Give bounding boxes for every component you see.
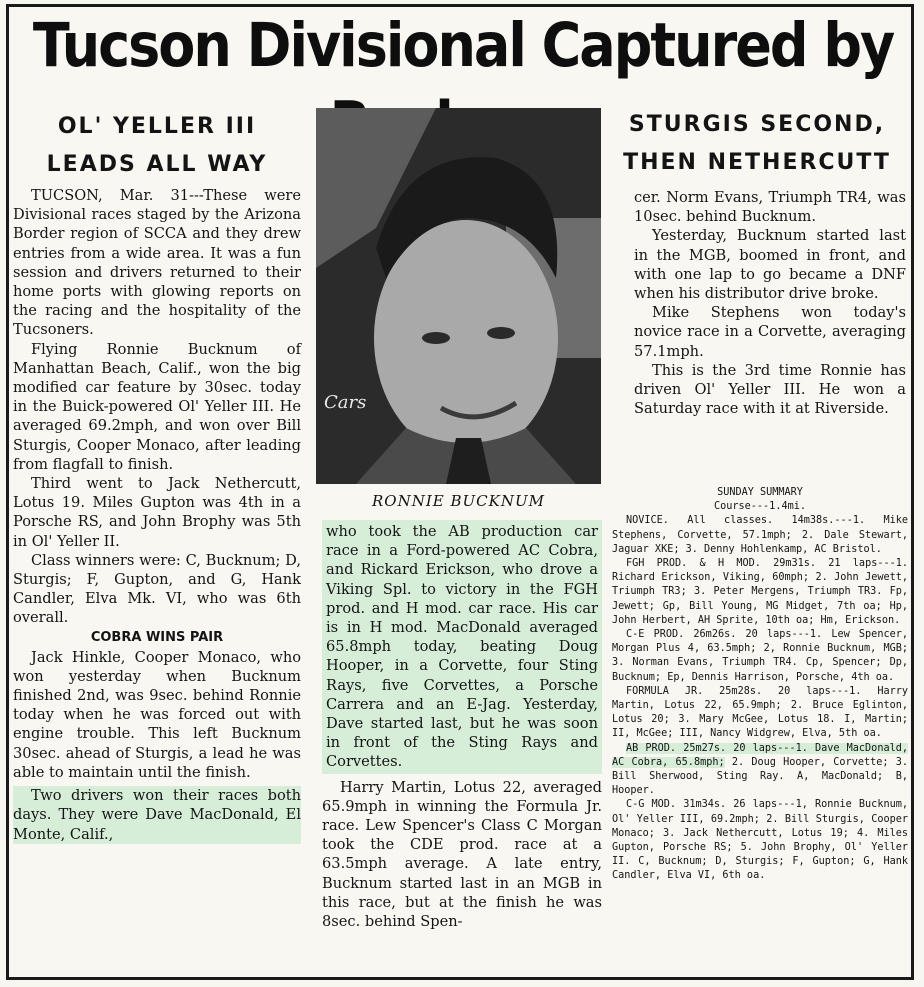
subhead-cobra: COBRA WINS PAIR (90, 629, 224, 645)
left-column (13, 108, 301, 844)
summary-highlight: AB PROD. 25m27s. 20 laps---1. Dave MacDonald, AC Cobra, 65.8mph; (612, 742, 908, 768)
summary-entry: C-E PROD. 26m26s. 20 laps---1. Lew Spencer, Morgan Plus 4, 63.5mph; 2, Ronnie Bucknum, MGB; 3. Norman Evans, Triumph TR4. Cp, Spencer; Dp, Bucknum; Ep, Dennis Harrison, Porsche, 4th oa. (612, 629, 908, 683)
left-paragraph: Third went to Jack Nethercutt, Lotus 19. Miles Gupton was 4th in a Porsche RS, and John Brophy was 5th in Ol' Yeller II. (13, 475, 301, 550)
left-paragraph: Jack Hinkle, Cooper Monaco, who won yesterday when Bucknum finished 2nd, was 9sec. behind Ronnie today when he was forced out with engine trouble. This left Bucknum 30sec. ahead of Sturgis, a lead he was able to maintain until the finish. (13, 648, 301, 781)
left-deck (13, 108, 301, 184)
headline: Tucson Divisional Captured by (32, 9, 894, 81)
center-body (322, 520, 602, 931)
left-deck-line1: OL' YELLER III (57, 114, 257, 139)
left-paragraph: Class winners were: C, Bucknum; D, Sturgis; F, Gupton, and G, Hank Candler, Elva Mk. VI, who was 6th overall. (13, 551, 301, 627)
sunday-summary (612, 486, 908, 884)
summary-highlight-rest: 2. Doug Hooper, Corvette; 3. Bill Sherwood, Sting Ray. A, MacDonald; B, Hooper. (612, 756, 908, 797)
right-deck-line1: STURGIS SECOND, (628, 112, 886, 137)
right-paragraph: Yesterday, Bucknum started last in the MGB, boomed in front, and with one lap to go became a DNF when his distributor drive broke. (634, 227, 906, 303)
portrait-photo (316, 108, 601, 484)
right-paragraph: This is the 3rd time Ronnie has driven Ol' Yeller III. He won a Saturday race with it at Riverside. (634, 361, 906, 418)
center-paragraph: Harry Martin, Lotus 22, averaged 65.9mph in winning the Formula Jr. race. Lew Spencer's Class C Morgan took the CDE prod. race at a 63.5mph average. A late entry, Bucknum started last in an MGB in this race, but at the finish he was 8sec. behind Spen- (322, 778, 602, 931)
left-paragraph: Flying Ronnie Bucknum of Manhattan Beach, Calif., won the big modified car feature by 30sec. today in the Buick-powered Ol' Yeller III. He averaged 69.2mph, and won over Bill Sturgis, Cooper Monaco, after leading from flagfall to finish. (13, 340, 301, 473)
summary-title: SUNDAY SUMMARY (717, 487, 803, 498)
center-column (322, 520, 602, 931)
right-body (608, 188, 906, 418)
left-highlight-paragraph: Two drivers won their races both days. They were Dave MacDonald, El Monte, Calif., (13, 787, 301, 843)
left-paragraph: TUCSON, Mar. 31---These were Divisional races staged by the Arizona Border region of SCCA and they drew entries from a wide area. It was a fun session and drivers returned to their home ports with glowing reports on the racing and the hospitality of the Tucsoners. (13, 187, 301, 339)
photo-caption: RONNIE BUCKNUM (372, 492, 545, 510)
portrait-illustration (316, 108, 601, 484)
photo-sign-text: Cars (324, 392, 367, 413)
left-deck-line2: LEADS ALL WAY (46, 152, 268, 177)
left-body (13, 186, 301, 844)
right-deck-line2: THEN NETHERCUTT (623, 150, 891, 175)
summary-course: Course---1.4mi. (713, 501, 806, 513)
summary-entry: C-G MOD. 31m34s. 26 laps---1, Ronnie Bucknum, Ol' Yeller III, 69.2mph; 2. Bill Sturgis, Cooper Monaco; 3. Jack Nethercutt, Lotus 19; 4. Miles Gupton, Porsche RS; 5. John Brophy, Ol' Yeller II. C, Bucknum; D, Sturgis; F, Gupton; G, Hank Candler, Elva VI, 6th oa. (612, 799, 908, 882)
right-deck (608, 106, 906, 182)
summary-entry: NOVICE. All classes. 14m38s.---1. Mike Stephens, Corvette, 57.1mph; 2. Dale Stewart, Jaguar XKE; 3. Denny Hohlenkamp, AC Bristol. (612, 515, 908, 555)
summary-entry-ab-prod (612, 742, 908, 799)
summary-entry: FGH PROD. & H MOD. 29m31s. 21 laps---1. Richard Erickson, Viking, 60mph; 2. John Jewett, Triumph TR3; 3. Peter Mergens, Triumph TR3. Fp, Jewett; Gp, Bill Young, MG Midget, 7th oa; Hp, John Herbert, AH Sprite, 10th oa; Hm, Erickson. (612, 558, 908, 626)
center-highlight-paragraph: who took the AB production car race in a Ford-powered AC Cobra, and Rickard Erickson, who drove a Viking Spl. to victory in the FGH prod. and H mod. car race. His car is in H mod. MacDonald averaged 65.8mph today, beating Doug Hooper, in a Corvette, four Sting Rays, five Corvettes, a Porsche Carrera and an E-Jag. Yesterday, Dave started last, but he was soon in front of the Sting Rays and Corvettes. (322, 520, 602, 774)
summary-entry: FORMULA JR. 25m28s. 20 laps---1. Harry Martin, Lotus 22, 65.9mph; 2. Bruce Eglinton, Lotus 20; 3. Mary McGee, Lotus 18. I, Martin; II, McGee; III, Nancy Widgrew, Elva, 5th oa. (612, 685, 908, 740)
right-column (608, 106, 906, 418)
right-paragraph: Mike Stephens won today's novice race in a Corvette, averaging 57.1mph. (634, 304, 906, 360)
right-continued-paragraph: cer. Norm Evans, Triumph TR4, was 10sec. behind Bucknum. (634, 189, 906, 226)
